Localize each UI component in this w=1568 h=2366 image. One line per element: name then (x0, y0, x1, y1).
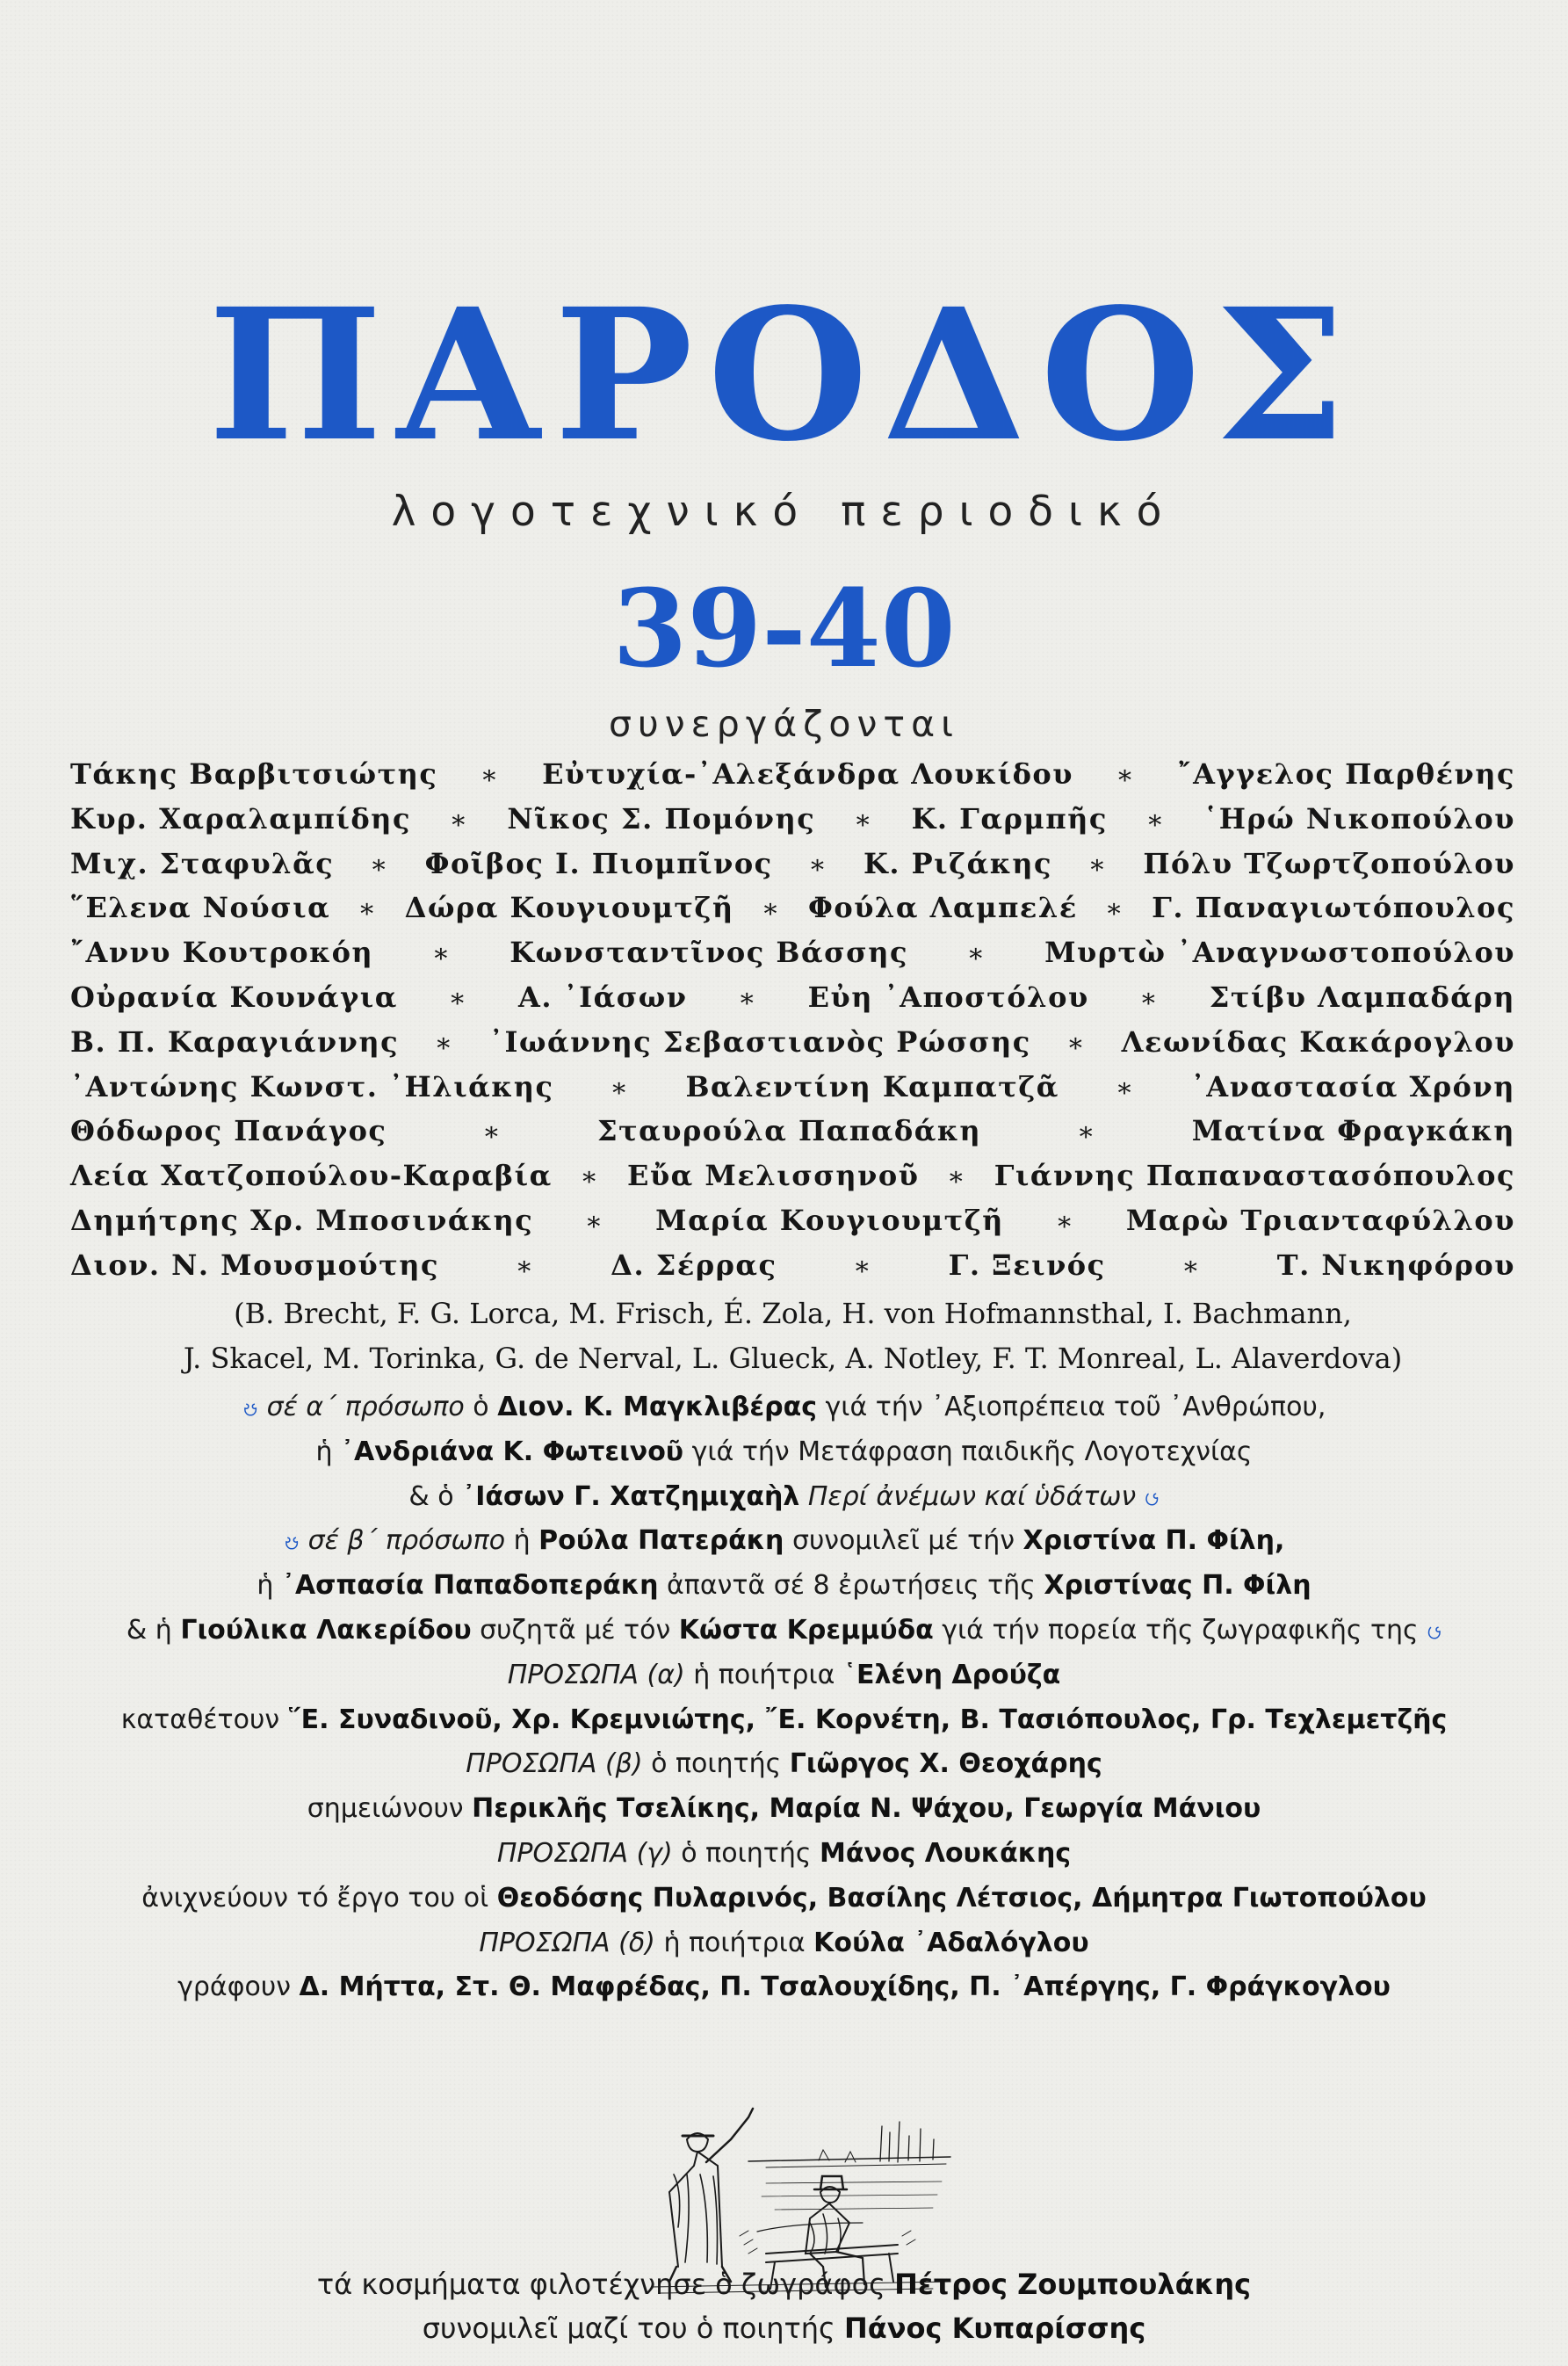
contributor-row (70, 1020, 1515, 1065)
feature-line (53, 1519, 1515, 1564)
text: συζητᾶ μέ τόν (480, 1614, 671, 1646)
text: καταθέτουν (120, 1704, 280, 1735)
person-name: Χριστίνα Π. Φίλη, (1022, 1525, 1285, 1557)
text: ἀπαντᾶ σέ 8 ἐρωτήσεις τῆς (667, 1570, 1036, 1602)
text: ἡ ποιήτρια (693, 1659, 835, 1690)
asterisk-separator-icon: ∗ (1076, 1117, 1096, 1148)
contributor-name: Μαρὼ Τριανταφύλλου (1125, 1203, 1515, 1237)
person-name: ᾿Ασπασία Παπαδοπεράκη (281, 1570, 659, 1602)
person-name: Κούλα ᾿Αδαλόγλου (813, 1927, 1089, 1958)
contributor-name: Εὐη ᾿Αποστόλου (807, 980, 1089, 1014)
section-label: σέ α΄ πρόσωπο (266, 1392, 465, 1422)
contributor-row (70, 797, 1515, 842)
section-label: ΠΡΟΣΩΠΑ (α) (507, 1659, 685, 1690)
text: σημειώνουν (307, 1793, 464, 1825)
contributor-name: Πόλυ Τζωρτζοπούλου (1143, 846, 1515, 880)
asterisk-separator-icon: ∗ (584, 1205, 604, 1237)
contents-features (53, 1386, 1515, 2010)
text: συνομιλεῖ μέ τήν (791, 1525, 1015, 1557)
text: & ὁ (408, 1480, 454, 1512)
person-name: Πάνος Κυπαρίσσης (843, 2312, 1146, 2345)
contributor-name: Κ. Ριζάκης (863, 846, 1052, 880)
asterisk-separator-icon: ∗ (808, 849, 828, 880)
contributor-row (70, 975, 1515, 1020)
contributor-row (70, 1198, 1515, 1243)
text: ὁ (473, 1392, 489, 1422)
text: & ἡ (126, 1614, 172, 1646)
foreign-authors (70, 1292, 1515, 1381)
contributor-name: Εὔα Μελισσηνοῦ (627, 1159, 920, 1193)
asterisk-separator-icon: ∗ (738, 982, 757, 1014)
contributor-name: ᾿Ιωάννης Σεβαστιανὸς Ρώσσης (489, 1024, 1031, 1059)
text: ἀνιχνεύουν τό ἔργο του οἱ (141, 1882, 489, 1914)
contributor-name: Δώρα Κουγιουμτζῆ (404, 891, 734, 925)
feature-line (53, 1564, 1515, 1609)
ornament-open-icon: ၓ (283, 1525, 300, 1557)
section-label: ΠΡΟΣΩΠΑ (γ) (496, 1837, 673, 1869)
contributor-name: Β. Π. Καραγιάννης (70, 1024, 400, 1059)
contributor-row (70, 1065, 1515, 1110)
contributor-name: Κ. Γαρμπῆς (911, 801, 1108, 836)
text: τά κοσμήματα φιλοτέχνησε ὁ ζωγράφος (316, 2268, 885, 2301)
person-names: Θεοδόσης Πυλαρινός, Βασίλης Λέτσιος, Δήμητρα Γιωτοπούλου (496, 1882, 1427, 1914)
asterisk-separator-icon: ∗ (1105, 894, 1124, 925)
text: γιά τήν πορεία τῆς ζωγραφικῆς της (942, 1614, 1419, 1646)
person-name: Κώστα Κρεμμύδα (678, 1614, 934, 1646)
contributor-row (70, 842, 1515, 886)
feature-line (53, 1921, 1515, 1966)
text: γράφουν (177, 1972, 291, 2003)
text: ἡ (315, 1436, 333, 1467)
contributor-name: Οὐρανία Κουνάγια (70, 980, 398, 1014)
feature-line (53, 1877, 1515, 1921)
asterisk-separator-icon: ∗ (1087, 849, 1108, 880)
contributor-name: Θόδωρος Πανάγος (70, 1114, 387, 1148)
asterisk-separator-icon: ∗ (358, 894, 378, 925)
asterisk-separator-icon: ∗ (1066, 1027, 1087, 1059)
feature-line (53, 1386, 1515, 1430)
contributors-list (70, 752, 1515, 1288)
contributor-name: Στίβυ Λαμπαδάρη (1209, 980, 1515, 1014)
contributor-name: Κωνσταντῖνος Βάσσης (509, 936, 908, 970)
asterisk-separator-icon: ∗ (434, 1027, 454, 1059)
contributor-name: Κυρ. Χαραλαμπίδης (70, 801, 411, 836)
person-names: Περικλῆς Τσελίκης, Μαρία Ν. Ψάχου, Γεωργία Μάνιου (472, 1793, 1261, 1825)
asterisk-separator-icon: ∗ (853, 1250, 872, 1282)
contributor-name: Φούλα Λαμπελέ (808, 891, 1078, 925)
asterisk-separator-icon: ∗ (1145, 804, 1166, 836)
text: ἡ (513, 1525, 531, 1557)
contributor-row (70, 752, 1515, 797)
contributor-name: Α. ᾿Ιάσων (518, 980, 688, 1014)
contributor-name: Φοῖβος Ι. Πιομπῖνος (424, 846, 773, 880)
contributor-name: Μαρία Κουγιουμτζῆ (655, 1203, 1004, 1237)
text: γιά τήν Μετάφραση παιδικῆς Λογοτεχνίας (691, 1436, 1253, 1467)
contributor-name: Τάκης Βαρβιτσιώτης (70, 757, 438, 791)
text: γιά τήν ᾿Αξιοπρέπεια τοῦ ᾿Ανθρώπου, (825, 1392, 1326, 1422)
person-names: Δ. Μήττα, Στ. Θ. Μαφρέδας, Π. Τσαλουχίδης, Π. ᾿Απέργης, Γ. Φράγκογλου (299, 1972, 1391, 2003)
feature-line (53, 1698, 1515, 1743)
asterisk-separator-icon: ∗ (1115, 1072, 1135, 1103)
asterisk-separator-icon: ∗ (515, 1250, 535, 1282)
feature-line (53, 1609, 1515, 1653)
person-name: Γιούλικα Λακερίδου (180, 1614, 472, 1646)
contributor-name: Γ. Ξεινός (948, 1248, 1106, 1282)
feature-line (53, 1475, 1515, 1520)
magazine-title: ΠΑΡΟΔΟΣ (207, 269, 1361, 481)
asterisk-separator-icon: ∗ (761, 894, 781, 925)
contributor-name: ῾Ηρώ Νικοπούλου (1203, 801, 1515, 836)
text: συνομιλεῖ μαζί του ὁ ποιητής (422, 2312, 835, 2345)
person-name: Διον. Κ. Μαγκλιβέρας (497, 1392, 817, 1422)
asterisk-separator-icon: ∗ (966, 938, 986, 970)
asterisk-separator-icon: ∗ (853, 804, 873, 836)
asterisk-separator-icon: ∗ (1116, 760, 1136, 791)
credits (0, 2262, 1568, 2350)
text: ἡ ποιήτρια (663, 1927, 806, 1958)
text: ὁ ποιητής (651, 1748, 782, 1780)
foreign-authors-line: (B. Brecht, F. G. Lorca, M. Frisch, É. Zola, H. von Hofmannsthal, I. Bachmann, (234, 1297, 1352, 1330)
credits-line (0, 2306, 1568, 2350)
essay-title: Περί ἀνέμων καί ὑδάτων (807, 1480, 1137, 1512)
contributor-name: ᾿Αναστασία Χρόνη (1190, 1069, 1515, 1103)
contributor-name: ῞Ελενα Νούσια (70, 891, 331, 925)
contributor-name: ᾿Αντώνης Κωνστ. ᾿Ηλιάκης (70, 1069, 554, 1103)
person-name: ᾿Ιάσων Γ. Χατζημιχαὴλ (462, 1480, 800, 1512)
feature-line (53, 1965, 1515, 2010)
contributor-row (70, 930, 1515, 975)
contributor-name: Τ. Νικηφόρου (1276, 1248, 1515, 1282)
person-name: ῾Ελένη Δρούζα (842, 1659, 1061, 1690)
collaborators-heading: συνεργάζονται (609, 703, 959, 745)
asterisk-separator-icon: ∗ (431, 938, 452, 970)
person-names: ῞Ε. Συναδινοῦ, Χρ. Κρεμνιώτης, ῎Ε. Κορνέτη, Β. Τασιόπουλος, Γρ. Τεχλεμετζῆς (287, 1704, 1448, 1735)
contributor-row (70, 1243, 1515, 1288)
asterisk-separator-icon: ∗ (369, 849, 389, 880)
contributor-name: Λεωνίδας Κακάρογλου (1121, 1024, 1515, 1059)
asterisk-separator-icon: ∗ (449, 804, 469, 836)
asterisk-separator-icon: ∗ (448, 982, 468, 1014)
contributor-name: Εὐτυχία-᾿Αλεξάνδρα Λουκίδου (542, 757, 1073, 791)
section-label: ΠΡΟΣΩΠΑ (β) (466, 1748, 643, 1780)
feature-line (53, 1653, 1515, 1698)
foreign-authors-line: J. Skacel, M. Torinka, G. de Nerval, L. Glueck, A. Notley, F. T. Monreal, L. Alaverdova) (183, 1342, 1403, 1375)
contributor-name: Μυρτὼ ᾿Αναγνωστοπούλου (1044, 936, 1515, 970)
feature-line (53, 1832, 1515, 1877)
contributor-name: Λεία Χατζοπούλου-Καραβία (70, 1159, 553, 1193)
asterisk-separator-icon: ∗ (1055, 1205, 1075, 1237)
contributor-name: Βαλεντίνη Καμπατζᾶ (685, 1069, 1059, 1103)
contributor-name: Γιάννης Παπαναστασόπουλος (994, 1159, 1515, 1193)
contributor-name: ῎Αγγελος Παρθένης (1177, 757, 1515, 791)
text: ἡ (257, 1570, 274, 1602)
asterisk-separator-icon: ∗ (947, 1161, 966, 1193)
text: ὁ ποιητής (681, 1837, 812, 1869)
person-name: Πέτρος Ζουμπουλάκης (894, 2268, 1252, 2301)
contributor-name: Δημήτρης Χρ. Μποσινάκης (70, 1203, 534, 1237)
ornament-close-icon: ၒ (1144, 1480, 1160, 1512)
contributor-name: ῎Αννυ Κουτροκόη (70, 936, 374, 970)
contributor-row (70, 886, 1515, 930)
feature-line (53, 1742, 1515, 1787)
contributor-name: Δ. Σέρρας (611, 1248, 777, 1282)
asterisk-separator-icon: ∗ (610, 1072, 630, 1103)
asterisk-separator-icon: ∗ (482, 1117, 502, 1148)
section-label: σέ β΄ πρόσωπο (307, 1525, 506, 1557)
contributor-name: Νῖκος Σ. Πομόνης (507, 801, 816, 836)
contributor-row (70, 1154, 1515, 1198)
feature-line (53, 1787, 1515, 1832)
ornament-open-icon: ၓ (242, 1392, 259, 1422)
asterisk-separator-icon: ∗ (1181, 1250, 1202, 1282)
contributor-row (70, 1109, 1515, 1154)
contributor-name: Γ. Παναγιωτόπουλος (1152, 891, 1515, 925)
ornament-close-icon: ၒ (1427, 1614, 1442, 1646)
asterisk-separator-icon: ∗ (1139, 982, 1160, 1014)
feature-line (53, 1430, 1515, 1475)
person-name: Γιῶργος Χ. Θεοχάρης (789, 1748, 1102, 1780)
person-name: Ρούλα Πατεράκη (538, 1525, 784, 1557)
magazine-subtitle: λογοτεχνικό περιοδικό (391, 488, 1177, 536)
contributor-name: Διον. Ν. Μουσμούτης (70, 1248, 439, 1282)
person-name: Χριστίνας Π. Φίλη (1044, 1570, 1311, 1602)
contributor-name: Ματίνα Φραγκάκη (1191, 1114, 1515, 1148)
contributor-name: Μιχ. Σταφυλᾶς (70, 846, 335, 880)
asterisk-separator-icon: ∗ (580, 1161, 600, 1193)
section-label: ΠΡΟΣΩΠΑ (δ) (479, 1927, 655, 1958)
contributor-name: Σταυρούλα Παπαδάκη (596, 1114, 982, 1148)
person-name: ᾿Ανδριάνα Κ. Φωτεινοῦ (341, 1436, 684, 1467)
credits-line (0, 2262, 1568, 2306)
issue-number: 39-40 (612, 565, 956, 691)
asterisk-separator-icon: ∗ (480, 760, 500, 791)
person-name: Μάνος Λουκάκης (819, 1837, 1072, 1869)
